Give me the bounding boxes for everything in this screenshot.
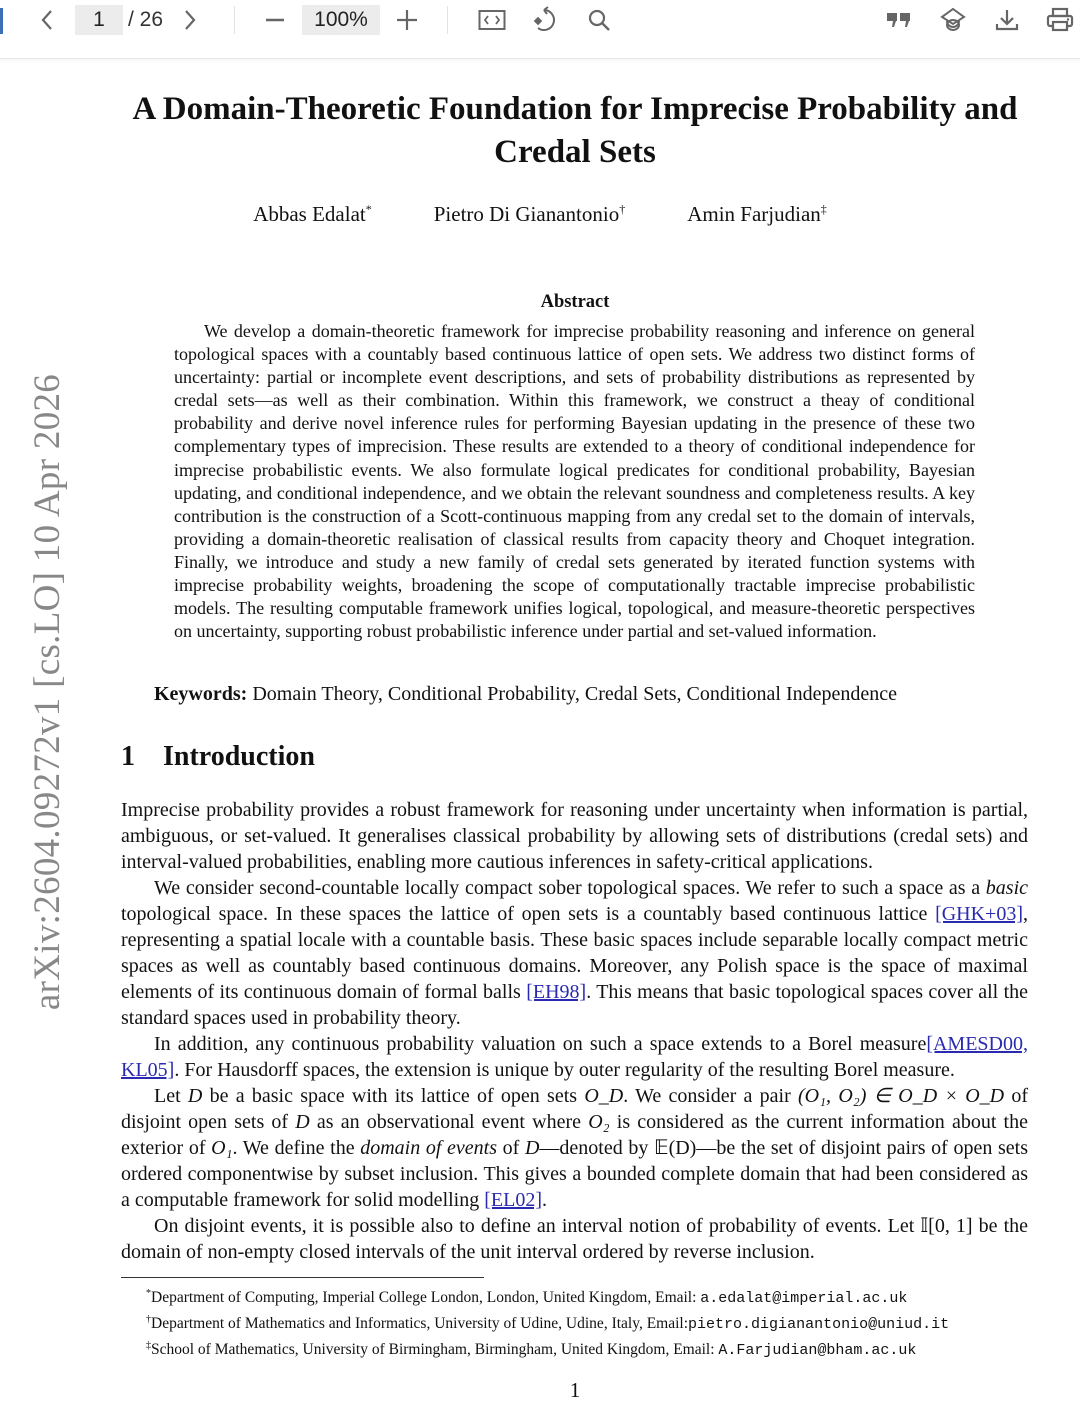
text-run: . For Hausdorff spaces, the extension is unique by outer regularity of the resulting Borel measure. bbox=[174, 1059, 955, 1081]
quote-icon bbox=[886, 10, 912, 30]
abstract-text: We develop a domain-theoretic framework for imprecise probability reasoning and inference on general topological spaces with a countably based continuous lattice of open sets. We address two distinct forms of uncertainty: partial or incomplete event descriptions, and sets of probability distributions as represented by credal sets—as well as their combination. Within this framework, we construct a theay of conditional probability and derive novel inference rules for performing Bayesian updating in the presence of these two complementary types of imprecision. These results are extended to a theory of conditional independence for imprecise probabilistic events. We also formulate logical predicates for conditional probability, Bayesian updating, and conditional independence, and we obtain the relevant soundness and completeness results. A key contribution is the construction of a Scott-continuous mapping from any credal set to the domain of intervals, providing a domain-theoretic realisation of classical results from capacity theory and Choquet integration. Finally, we introduce and study a new family of credal sets generated by iterated function systems with imprecise probability weights, broadening the scope of computationally tractable imprecise probabilistic models. The resulting computable framework unifies logical, topological, and measure-theoretic perspectives on uncertainty, supporting robust probabilistic inference under partial and set-valued information. bbox=[174, 321, 975, 642]
footnote bbox=[146, 1309, 1046, 1335]
author-name: Amin Farjudian bbox=[687, 202, 821, 226]
author bbox=[434, 202, 625, 227]
chevron-left-icon bbox=[40, 8, 54, 32]
text-run: —denoted by 𝔼(D)—be the set of disjoint pairs of open sets ordered componentwise by subset inclusion. This gives a bounded complete domain that had been considered as a computable framework for solid modelling bbox=[121, 1137, 1028, 1211]
zoom-level-value: 100% bbox=[314, 8, 368, 31]
scholar-button[interactable] bbox=[938, 4, 968, 36]
math-symbol: D bbox=[295, 1111, 310, 1133]
emphasis: basic bbox=[985, 877, 1028, 899]
footnote bbox=[146, 1283, 1046, 1309]
footnote-text: Department of Mathematics and Informatics, University of Udine, Udine, Italy, Email: bbox=[151, 1315, 689, 1333]
text-run: . We define the bbox=[232, 1137, 361, 1159]
citation-link[interactable]: [AMESD00, KL05] bbox=[121, 1033, 1028, 1081]
math-symbol: O₁ bbox=[211, 1137, 233, 1159]
footnote-text: School of Mathematics, University of Birmingham, Birmingham, United Kingdom, Email: bbox=[151, 1341, 719, 1359]
download-icon bbox=[995, 8, 1019, 32]
author bbox=[253, 202, 372, 227]
keywords-list: Domain Theory, Conditional Probability, Credal Sets, Conditional Independence bbox=[252, 683, 898, 705]
text-run: . We consider a pair bbox=[623, 1085, 798, 1107]
math-symbol: O₂ bbox=[588, 1111, 610, 1133]
search-icon bbox=[587, 8, 611, 32]
next-page-button[interactable] bbox=[177, 4, 203, 36]
footnote-mark: ‡ bbox=[146, 1340, 151, 1352]
paragraph: On disjoint events, it is possible also to define an interval notion of probability of events. Let 𝕀[0, 1] be the domain of non-empty closed intervals of the unit interval ordered by reverse inclusion. bbox=[121, 1215, 1028, 1263]
graduation-cap-icon bbox=[940, 7, 966, 33]
email-address: A.Farjudian@bham.ac.uk bbox=[718, 1342, 917, 1360]
text-run: topological space. In these spaces the lattice of open sets is a countably based continuous lattice bbox=[121, 903, 936, 925]
print-button[interactable] bbox=[1044, 4, 1076, 36]
footnote-mark: † bbox=[146, 1314, 151, 1326]
rotate-button[interactable] bbox=[530, 4, 560, 36]
search-button[interactable] bbox=[585, 4, 613, 36]
citation-link[interactable]: [EL02] bbox=[484, 1189, 542, 1211]
section-number: 1 bbox=[121, 741, 135, 772]
total-pages: / 26 bbox=[128, 8, 164, 31]
keywords-label: Keywords: bbox=[154, 683, 248, 705]
fit-width-icon bbox=[478, 9, 506, 31]
current-page-value: 1 bbox=[93, 8, 105, 31]
author-name: Abbas Edalat bbox=[253, 202, 366, 226]
text-run: of disjoint open sets of bbox=[121, 1085, 1029, 1133]
text-run: , representing a spatial locale with a countable basis. These basic spaces include separable locally compact metric spaces as well as countably based continuous domains. Moreover, any Polish space is the space of maximal elements of its continuous domain of formal balls bbox=[121, 903, 1028, 1003]
toolbar-divider bbox=[447, 6, 448, 34]
text-run: as an observational event where bbox=[309, 1111, 589, 1133]
page-number-input[interactable] bbox=[75, 5, 123, 35]
rotate-icon bbox=[532, 6, 558, 34]
sidebar-edge-indicator bbox=[0, 8, 3, 34]
print-icon bbox=[1046, 7, 1074, 33]
email-address: a.edalat@imperial.ac.uk bbox=[700, 1290, 908, 1308]
paper-title: A Domain-Theoretic Foundation for Imprecise Probability and Credal Sets bbox=[132, 91, 1018, 170]
paragraph bbox=[121, 875, 1028, 1031]
author-footnote-mark: † bbox=[619, 202, 626, 216]
text-run: . bbox=[542, 1189, 547, 1211]
text-run: . This means that basic topological spaces cover all the standard spaces used in probability theory. bbox=[121, 981, 1029, 1029]
arxiv-identifier: arXiv:2604.09272v1 [cs.LO] 10 Apr 2026 bbox=[27, 373, 68, 1011]
footnote bbox=[146, 1335, 1046, 1361]
paragraph bbox=[121, 1083, 1028, 1213]
section-heading bbox=[121, 741, 315, 773]
footnote-mark: * bbox=[146, 1288, 151, 1299]
abstract-heading: Abstract bbox=[540, 292, 610, 312]
toolbar-divider bbox=[234, 6, 235, 34]
paragraph: Imprecise probability provides a robust framework for reasoning under uncertainty when information is partial, ambiguous, or set-valued. It generalises classical probability by allowing sets of distributions (credal sets) and interval-valued probabilities, enabling more cautious inferences in safety-critical applications. bbox=[121, 799, 1028, 873]
text-run: is considered as the current information about the exterior of bbox=[121, 1111, 1028, 1159]
math-expression: (O₁, O₂) ∈ O_D × O_D bbox=[798, 1085, 1005, 1107]
chevron-right-icon bbox=[183, 8, 197, 32]
keywords bbox=[154, 683, 1054, 706]
author-footnote-mark: ‡ bbox=[820, 202, 827, 216]
body-text bbox=[121, 797, 1028, 1265]
fit-page-button[interactable] bbox=[475, 4, 509, 36]
text-run: be a basic space with its lattice of open sets bbox=[202, 1085, 585, 1107]
zoom-in-button[interactable] bbox=[392, 4, 422, 36]
math-symbol: D bbox=[524, 1137, 540, 1159]
text-run: Let bbox=[154, 1085, 188, 1107]
footnote-text: Department of Computing, Imperial College London, London, United Kingdom, Email: bbox=[151, 1289, 701, 1307]
math-symbol: D bbox=[187, 1085, 203, 1107]
zoom-out-button[interactable] bbox=[260, 4, 290, 36]
text-run: In addition, any continuous probability valuation on such a space extends to a Borel measure bbox=[154, 1033, 927, 1055]
author-name: Pietro Di Gianantonio bbox=[433, 202, 620, 226]
minus-icon bbox=[264, 9, 286, 31]
section-title: Introduction bbox=[163, 741, 315, 772]
text-run: We consider second-countable locally compact sober topological spaces. We refer to such a space as a bbox=[154, 877, 986, 899]
plus-icon bbox=[395, 8, 419, 32]
emphasis: domain of events bbox=[360, 1137, 498, 1159]
citation-link[interactable]: [GHK+03] bbox=[935, 903, 1023, 925]
footnotes bbox=[146, 1283, 1046, 1361]
author-list bbox=[0, 202, 1080, 227]
previous-page-button[interactable] bbox=[34, 4, 60, 36]
author-footnote-mark: * bbox=[365, 202, 372, 216]
email-address: pietro.digianantonio@uniud.it bbox=[688, 1316, 950, 1334]
page-number: 1 bbox=[569, 1378, 581, 1402]
citation-link[interactable]: [EH98] bbox=[526, 981, 587, 1003]
cite-button[interactable] bbox=[884, 4, 914, 36]
text-run: of bbox=[497, 1137, 525, 1159]
author bbox=[687, 202, 827, 227]
footnote-divider bbox=[121, 1277, 484, 1278]
pdf-toolbar bbox=[0, 0, 1080, 59]
download-button[interactable] bbox=[992, 4, 1022, 36]
paragraph bbox=[121, 1031, 1028, 1083]
zoom-level-field[interactable] bbox=[302, 5, 380, 35]
math-symbol: O_D bbox=[584, 1085, 624, 1107]
